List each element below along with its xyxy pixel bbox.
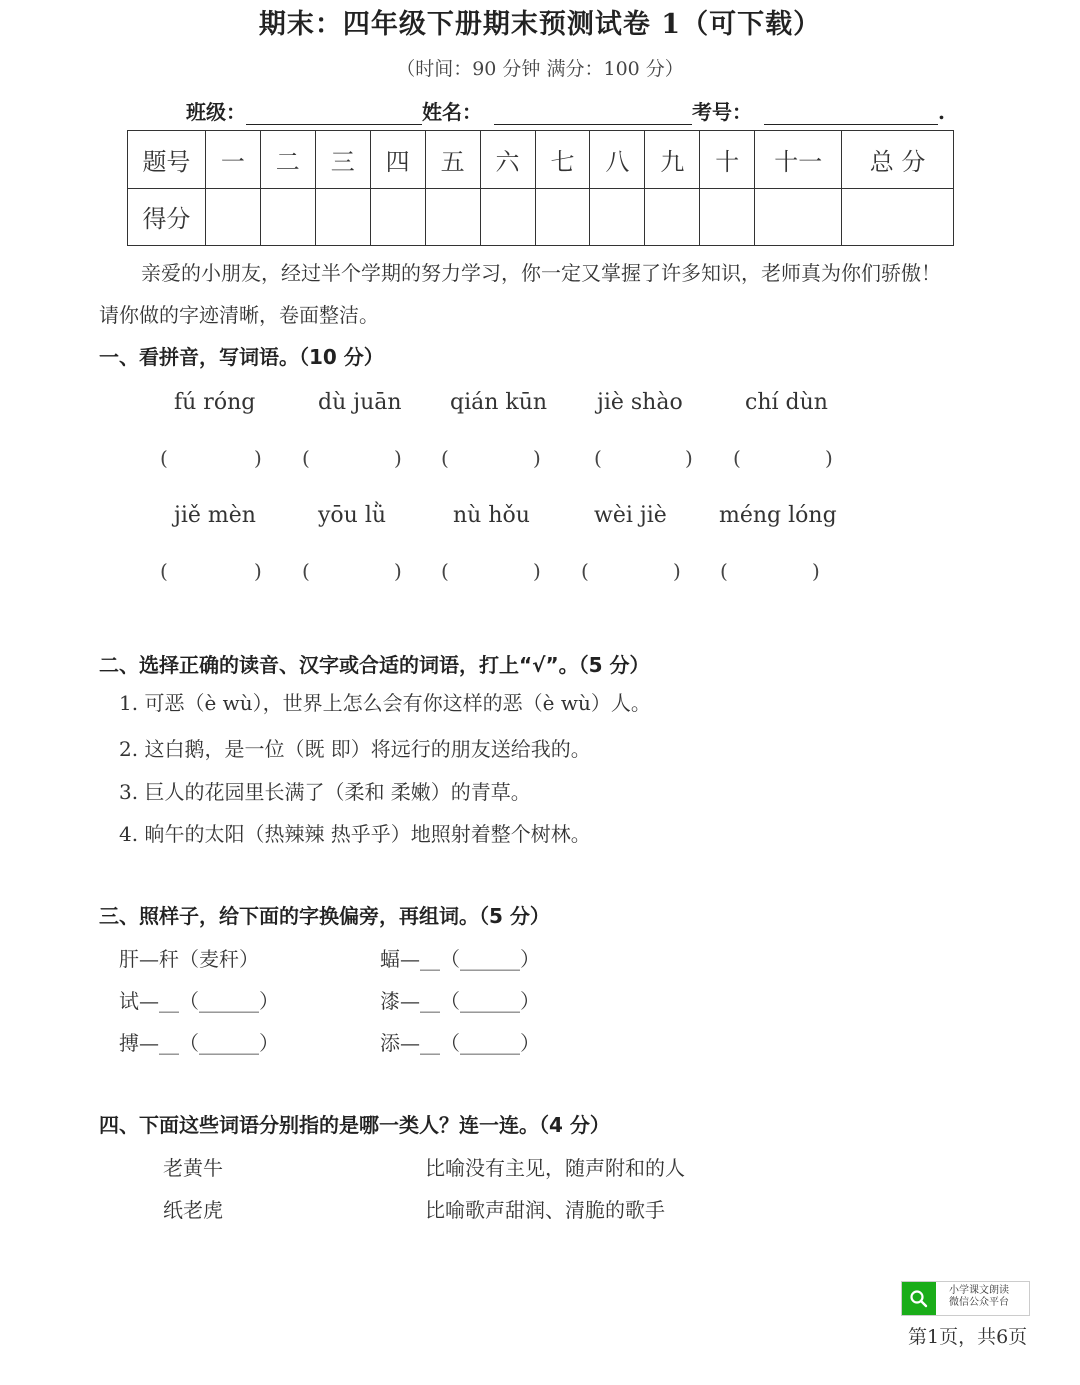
header-cell: 五 xyxy=(425,131,480,189)
score-cell[interactable] xyxy=(205,188,260,246)
score-cell[interactable] xyxy=(755,188,842,246)
answer-paren-close: ) xyxy=(812,559,820,583)
answer-paren-close: ) xyxy=(673,559,681,583)
pinyin-item: wèi jiè xyxy=(594,503,667,528)
score-cell[interactable] xyxy=(535,188,590,246)
pinyin-item: dù juān xyxy=(318,390,402,415)
exam-subtitle: （时间：90 分钟 满分：100 分） xyxy=(396,58,684,80)
pinyin-item: jiè shào xyxy=(597,390,683,415)
header-cell: 八 xyxy=(590,131,645,189)
score-cell[interactable] xyxy=(370,188,425,246)
match-right-item[interactable]: 比喻没有主见，随声附和的人 xyxy=(425,1156,685,1180)
pinyin-item: qián kūn xyxy=(450,390,548,415)
score-table-header-row xyxy=(128,131,954,189)
pinyin-item: fú róng xyxy=(174,390,256,415)
name-field[interactable] xyxy=(494,102,692,125)
class-label: 班级： xyxy=(186,100,246,124)
header-cell: 题号 xyxy=(128,131,206,189)
answer-paren-open: ( xyxy=(160,446,168,470)
intro-line-1: 亲爱的小朋友，经过半个学期的努力学习，你一定又掌握了许多知识，老师真为你们骄傲！ xyxy=(141,261,941,285)
page-title: 期末：四年级下册期末预测试卷 1（可下载） xyxy=(258,9,822,40)
answer-paren-close: ) xyxy=(394,446,402,470)
answer-paren-close: ) xyxy=(254,559,262,583)
radical-item: 漆—__（______） xyxy=(380,989,540,1013)
question-item: 3. 巨人的花园里长满了（柔和 柔嫩）的青草。 xyxy=(119,780,531,804)
answer-paren-open: ( xyxy=(733,446,741,470)
radical-item: 搏—__（______） xyxy=(119,1031,279,1055)
header-cell: 九 xyxy=(645,131,700,189)
section2-heading: 二、选择正确的读音、汉字或合适的词语，打上“√”。（5 分） xyxy=(99,653,650,677)
score-cell[interactable] xyxy=(700,188,755,246)
question-item: 2. 这白鹅，是一位（既 即）将远行的朋友送给我的。 xyxy=(119,737,591,761)
score-row-label: 得分 xyxy=(128,188,206,246)
answer-paren-open: ( xyxy=(441,559,449,583)
watermark-line-2: 微信公众平台 xyxy=(949,1297,1009,1308)
score-cell[interactable] xyxy=(480,188,535,246)
answer-paren-close: ) xyxy=(825,446,833,470)
header-cell: 二 xyxy=(260,131,315,189)
answer-paren-open: ( xyxy=(581,559,589,583)
radical-item: 蝠—__（______） xyxy=(380,947,540,971)
radical-item: 肝—秆（麦秆） xyxy=(119,947,259,971)
score-table-score-row xyxy=(128,188,954,246)
section1-heading: 一、看拼音，写词语。（10 分） xyxy=(99,345,384,369)
search-icon xyxy=(902,1282,936,1315)
pinyin-item: yōu lǜ xyxy=(318,503,387,528)
name-label: 姓名： xyxy=(422,100,482,124)
header-cell: 七 xyxy=(535,131,590,189)
score-table xyxy=(127,130,954,246)
score-cell[interactable] xyxy=(842,188,954,246)
answer-paren-open: ( xyxy=(594,446,602,470)
answer-paren-open: ( xyxy=(441,446,449,470)
question-item: 4. 晌午的太阳（热辣辣 热乎乎）地照射着整个树林。 xyxy=(119,822,591,846)
score-cell[interactable] xyxy=(425,188,480,246)
pinyin-item: méng lóng xyxy=(719,503,837,528)
header-cell: 十一 xyxy=(755,131,842,189)
wechat-watermark xyxy=(901,1281,1030,1316)
answer-paren-open: ( xyxy=(160,559,168,583)
pinyin-item: nù hǒu xyxy=(453,503,530,528)
score-cell[interactable] xyxy=(315,188,370,246)
student-info-row xyxy=(186,96,945,125)
radical-item: 添—__（______） xyxy=(380,1031,540,1055)
pinyin-item: jiě mèn xyxy=(174,503,256,528)
answer-paren-open: ( xyxy=(302,446,310,470)
match-right-item[interactable]: 比喻歌声甜润、清脆的歌手 xyxy=(425,1198,665,1222)
header-cell: 一 xyxy=(205,131,260,189)
score-cell[interactable] xyxy=(645,188,700,246)
answer-paren-open: ( xyxy=(720,559,728,583)
answer-paren-close: ) xyxy=(394,559,402,583)
answer-paren-close: ) xyxy=(685,446,693,470)
header-cell: 六 xyxy=(480,131,535,189)
page-number: 第1页，共6页 xyxy=(908,1326,1028,1348)
class-field[interactable] xyxy=(246,102,422,125)
answer-paren-open: ( xyxy=(302,559,310,583)
watermark-text xyxy=(949,1285,1009,1309)
header-cell: 总 分 xyxy=(842,131,954,189)
header-cell: 四 xyxy=(370,131,425,189)
score-cell[interactable] xyxy=(260,188,315,246)
question-item: 1. 可恶（è wù），世界上怎么会有你这样的恶（è wù）人。 xyxy=(119,691,651,715)
header-cell: 十 xyxy=(700,131,755,189)
answer-paren-close: ) xyxy=(533,446,541,470)
radical-item: 试—__（______） xyxy=(119,989,279,1013)
answer-paren-close: ) xyxy=(533,559,541,583)
score-cell[interactable] xyxy=(590,188,645,246)
exam-no-field[interactable] xyxy=(764,102,938,125)
end-dot: . xyxy=(938,100,945,124)
match-left-item[interactable]: 纸老虎 xyxy=(163,1198,223,1222)
section3-heading: 三、照样子，给下面的字换偏旁，再组词。（5 分） xyxy=(99,904,550,928)
answer-paren-close: ) xyxy=(254,446,262,470)
header-cell: 三 xyxy=(315,131,370,189)
watermark-line-1: 小学课文朗读 xyxy=(949,1285,1009,1296)
match-left-item[interactable]: 老黄牛 xyxy=(163,1156,223,1180)
pinyin-item: chí dùn xyxy=(745,390,828,415)
intro-line-2: 请你做的字迹清晰，卷面整洁。 xyxy=(99,303,379,327)
exam-no-label: 考号： xyxy=(692,100,752,124)
section4-heading: 四、下面这些词语分别指的是哪一类人？连一连。（4 分） xyxy=(99,1113,610,1137)
